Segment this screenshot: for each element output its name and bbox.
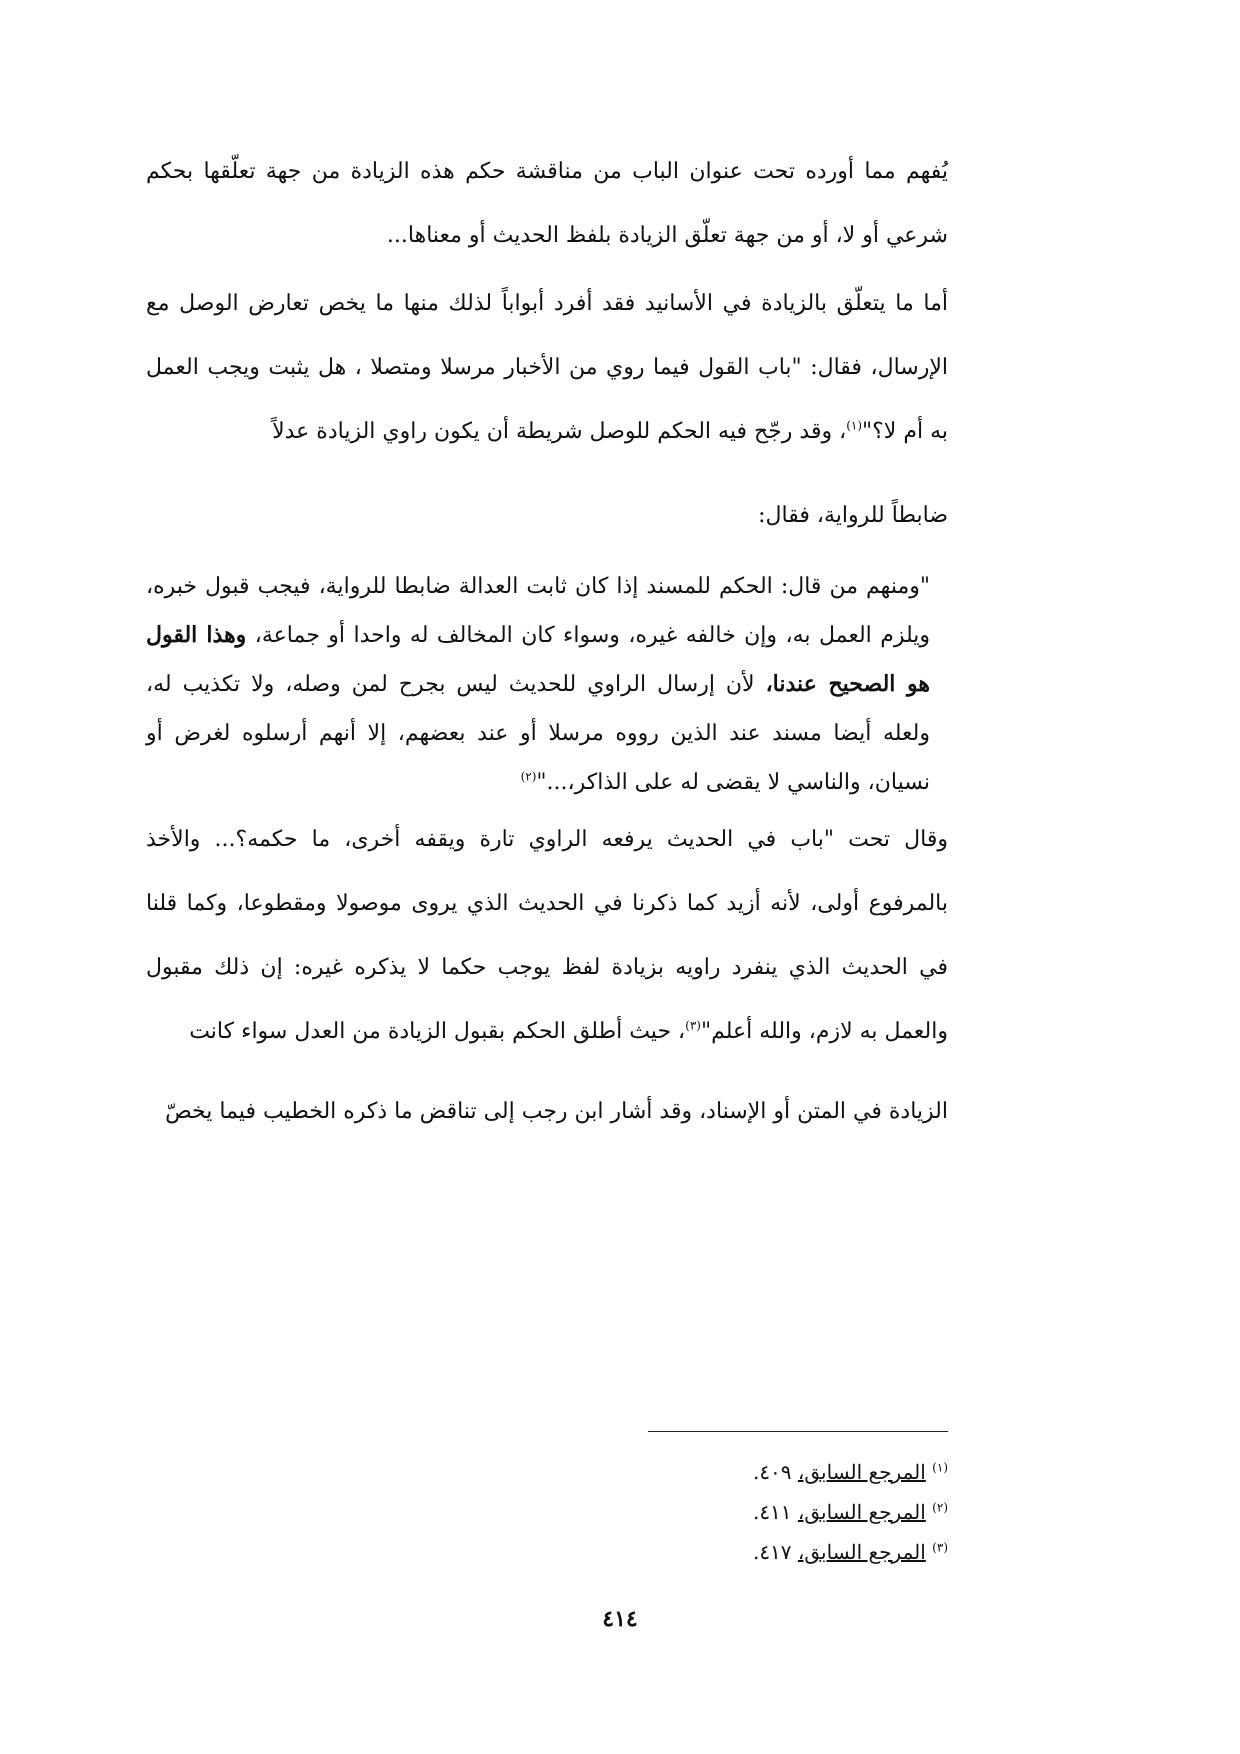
paragraph-3 (146, 808, 948, 1144)
quote-text-1: "ومنهم من قال: الحكم للمسند إذا كان ثابت العدالة ضابطا للرواية، فيجب قبول خبره، ويلزم العمل به، وإن خالفه غيره، وسواء كان المخالف له واحدا أو جماعة، (146, 574, 931, 648)
paragraph-2-last-line: ضابطاً للرواية، فقال: (758, 503, 948, 528)
paragraph-3-continuation: ، حيث أطلق الحكم بقبول الزيادة من العدل سواء كانت (189, 1019, 686, 1044)
paragraph-1-text: يُفهم مما أورده تحت عنوان الباب من مناقشة حكم هذه الزيادة من جهة تعلّقها بحكم شرعي أو لا، أو من جهة تعلّق الزيادة بلفظ الحديث أو معناها... (146, 159, 948, 248)
page-number: ٤١٤ (602, 1606, 638, 1632)
paragraph-2-text: أما ما يتعلّق بالزيادة في الأسانيد فقد أفرد أبواباً لذلك منها ما يخص تعارض الوصل مع الإرسال، فقال: "باب القول فيما روي من الأخبار مرسلا ومتصلا ، هل يثبت ويجب العمل به أم لا؟" (146, 291, 948, 444)
footnote-item (753, 1452, 948, 1492)
quote-bold-text: وهذا القول هو الصحيح عندنا، (146, 622, 930, 697)
footnote-page: ٤١٧. (752, 1540, 792, 1564)
paragraph-3-text: وقال تحت "باب في الحديث يرفعه الراوي تارة ويقفه أخرى، ما حكمه؟... والأخذ بالمرفوع أولى، لأنه أزيد كما ذكرنا في الحديث الذي يروى موصولا ومقطوعا، وكما قلنا في الحديث الذي ينفرد راويه بزيادة لفظ يوجب حكما لا يذكره غيره: إن ذلك مقبول والعمل به لازم، والله أعلم" (146, 827, 948, 1044)
paragraph-3-last-line: الزيادة في المتن أو الإسناد، وقد أشار ابن رجب إلى تناقض ما ذكره الخطيب فيما يخصّ (165, 1099, 948, 1124)
footnote-number: (٣) (932, 1540, 948, 1555)
footnotes (753, 1452, 948, 1572)
footnote-marker-3[interactable]: (٣) (685, 1018, 701, 1033)
footnote-separator (648, 1431, 948, 1432)
footnote-reference[interactable]: المرجع السابق، (797, 1540, 926, 1564)
footnote-item (753, 1492, 948, 1532)
footnote-number: (٢) (932, 1500, 948, 1515)
footnote-number: (١) (932, 1460, 948, 1475)
footnote-marker-1[interactable]: (١) (846, 418, 863, 433)
block-quote (146, 562, 930, 807)
footnote-marker-2[interactable]: (٢) (520, 769, 537, 784)
footnote-page: ٤١١. (752, 1500, 792, 1524)
paragraph-1 (146, 140, 948, 268)
footnote-reference[interactable]: المرجع السابق، (797, 1460, 926, 1484)
quote-text-2: لأن إرسال الراوي للحديث ليس بجرح لمن وصله، ولا تكذيب له، ولعله أيضا مسند عند الذين رووه مرسلا أو عند بعضهم، إلا أنهم أرسلوه لغرض أو نسيان، والناسي لا يقضى له على الذاكر،..." (146, 672, 930, 795)
footnote-page: ٤٠٩. (752, 1460, 792, 1484)
footnote-item (753, 1532, 948, 1572)
paragraph-2-continuation: ، وقد رجّح فيه الحكم للوصل شريطة أن يكون راوي الزيادة عدلاً (272, 419, 847, 444)
paragraph-2 (146, 272, 948, 548)
footnote-reference[interactable]: المرجع السابق، (797, 1500, 926, 1524)
